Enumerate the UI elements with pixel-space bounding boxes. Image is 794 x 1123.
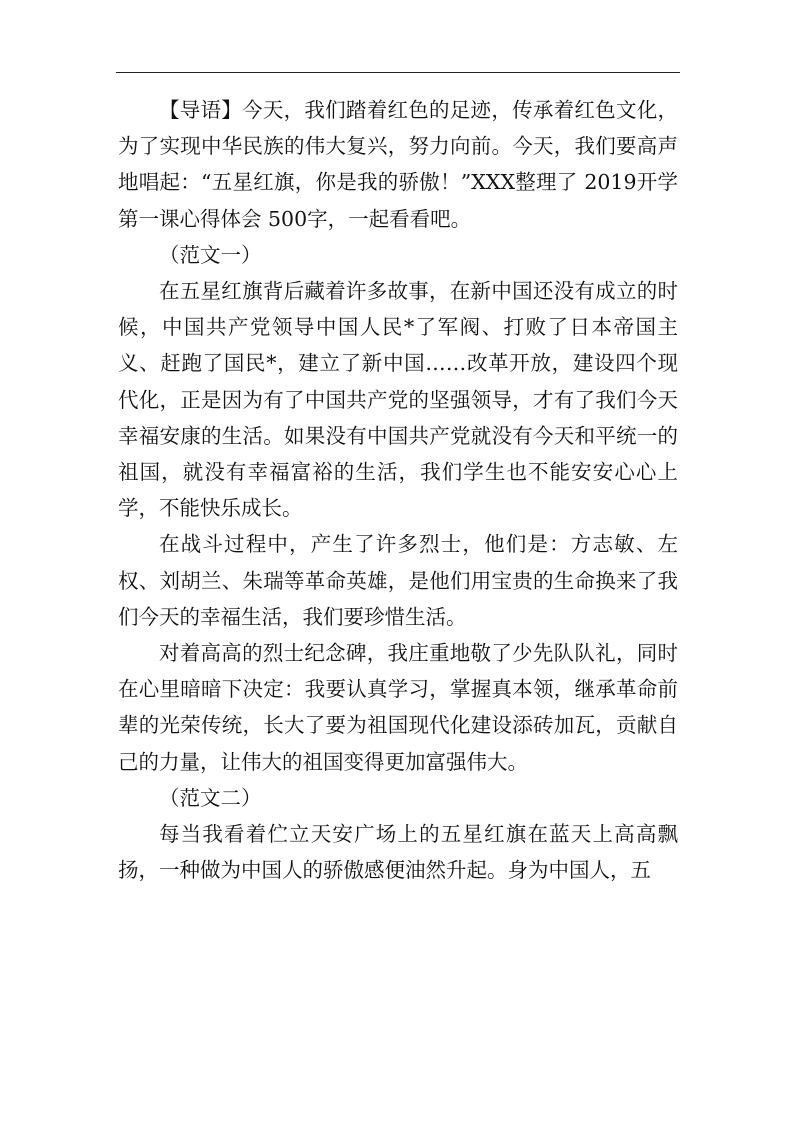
section-heading-2: （范文二） xyxy=(159,785,262,810)
header-rule xyxy=(116,72,680,73)
body-paragraph: 对着高高的烈士纪念碑，我庄重地敬了少先队队礼，同时在心里暗暗下决定：我要认真学习，掌握真本领，继承革命前辈的光荣传统，长大了要为祖国现代化建设添砖加瓦，贡献自己的力量，让伟大的祖国变得更加富强伟大。 xyxy=(118,641,678,774)
body-paragraph: 在战斗过程中，产生了许多烈士，他们是：方志敏、左权、刘胡兰、朱瑞等革命英雄，是他们用宝贵的生命换来了我们今天的幸福生活，我们要珍惜生活。 xyxy=(118,532,678,629)
document-body xyxy=(118,92,678,888)
body-paragraph: 每当我看着伫立天安广场上的五星红旗在蓝天上高高飘扬，一种做为中国人的骄傲感便油然升起。身为中国人，五 xyxy=(118,822,678,883)
intro-paragraph: 【导语】今天，我们踏着红色的足迹，传承着红色文化，为了实现中华民族的伟大复兴，努力向前。今天，我们要高声地唱起：“五星红旗，你是我的骄傲！”XXX整理了 2019开学第一课心得体会 500字，一起看看吧。 xyxy=(118,98,678,231)
section-heading-1: （范文一） xyxy=(159,242,262,267)
body-paragraph: 在五星红旗背后藏着许多故事，在新中国还没有成立的时候，中国共产党领导中国人民*了军阀、打败了日本帝国主义、赶跑了国民*，建立了新中国……改革开放，建设四个现代化，正是因为有了中国共产党的坚强领导，才有了我们今天幸福安康的生活。如果没有中国共产党就没有今天和平统一的祖国，就没有幸福富裕的生活，我们学生也不能安安心心上学，不能快乐成长。 xyxy=(118,279,678,521)
